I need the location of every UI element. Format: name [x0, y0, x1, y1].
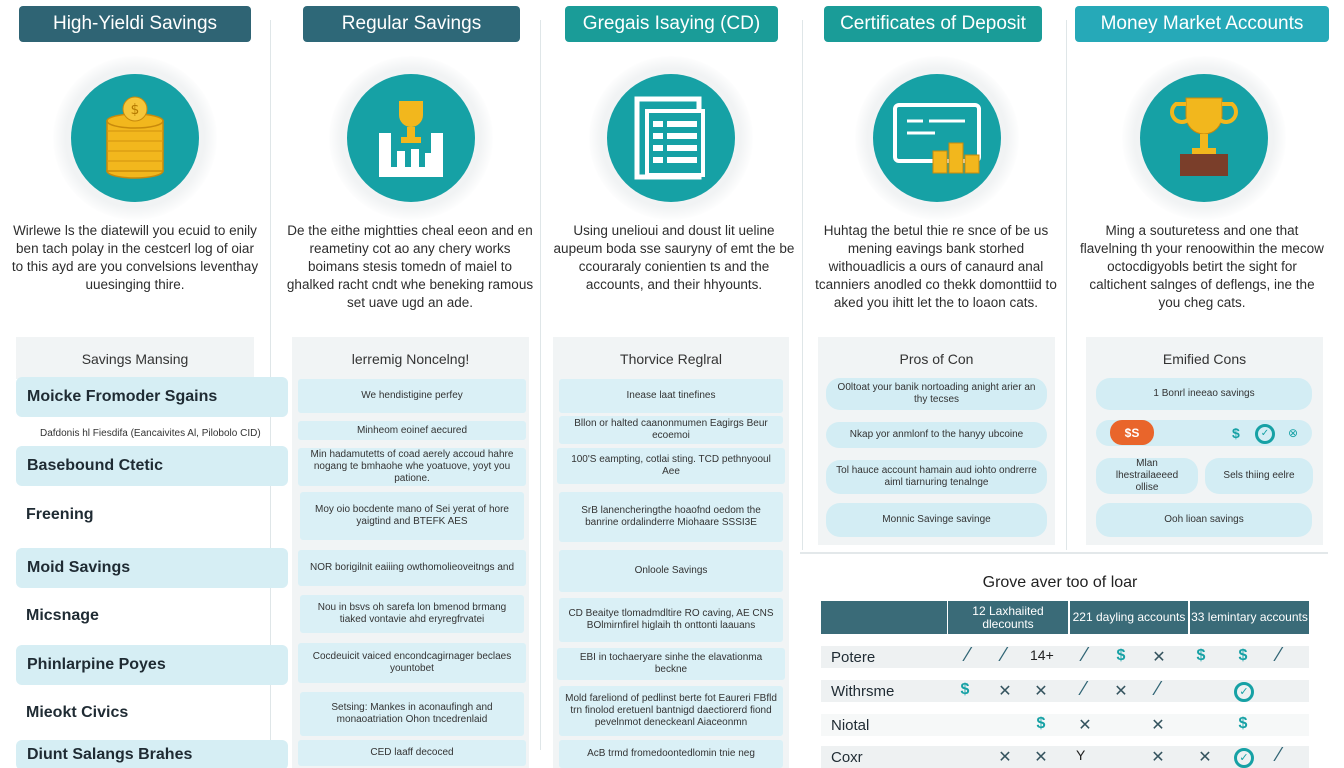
col5-pill: Ooh lioan savings	[1096, 503, 1312, 537]
cross-icon: ✕	[1198, 749, 1212, 766]
header-money-market: Money Market Accounts	[1075, 6, 1329, 42]
table-cell-text: Y	[1076, 747, 1086, 763]
col2-cell: Min hadamutetts of coad aerely accoud hahre nogang te bmhaohe whe yoatuove, yoyt you patione.	[298, 448, 526, 486]
table-header: 221 dayling accounts	[1070, 601, 1188, 634]
certificate-coins-icon	[873, 74, 1001, 202]
cross-icon: ✕	[998, 683, 1012, 700]
cross-icon: ✕	[1114, 683, 1128, 700]
description-high-yield: Wirlewe ls the diatewill you ecuid to enily ben tach polay in the cestcerl log of oiar to this ayd are you convelsions leventhay uuesinging thire.	[11, 223, 259, 292]
column-divider	[802, 20, 803, 550]
document-icon	[607, 74, 735, 202]
col2-cell: Nou in bsvs oh sarefa lon bmenod brmang tiaked vontavie ahd eryregfrvatei	[300, 595, 524, 633]
svg-text:$: $	[130, 102, 140, 118]
description-certificates: Huhtag the betul thie re snce of be us mening eavings bank storhed withouadlicis a ours of canaurd anal tcanniers anodled co thekk domonttiid to aked you ihitt let the to loaon cats.	[815, 223, 1057, 310]
col3-cell: EBI in tochaeryare sinhe the elavationma beckne	[557, 648, 785, 680]
header-regular-savings: Regular Savings	[303, 6, 520, 42]
col3-cell: 100'S eampting, cotlai sting. TCD pethnyooul Aee	[557, 448, 785, 484]
description-money-market: Ming a souturetess and one that flavelning th your renoowithin the mecow octocdigyobls betirt the sight for caltichent salnges of deflengs, ine the you cheg cats.	[1080, 223, 1324, 310]
col4-pill: Monnic Savinge savinge	[826, 503, 1047, 537]
col2-cell: CED laaff decoced	[298, 740, 526, 766]
dollar-icon: $	[1116, 647, 1126, 664]
check-circle-icon: ✓	[1234, 682, 1254, 702]
left-row[interactable]: Mieokt Civics	[26, 704, 129, 721]
check-circle-icon: ✓	[1234, 748, 1254, 768]
col4-pill: Nkap yor anmlonf to the hanyy ubcoine	[826, 422, 1047, 448]
col2-cell: Setsing: Mankes in aconaufingh and monaoatriation Ohon tncedrenlaid	[300, 692, 524, 736]
cross-icon: ✕	[1152, 649, 1166, 666]
col5-pill: Sels thiing eelre	[1205, 458, 1313, 494]
dollar-icon: $	[1036, 715, 1046, 732]
col3-cell: SrB lanencheringthe hoaofnd oedom the banrine ordalinderre Miohaare SSSI3E	[559, 492, 783, 542]
col5-pill: 1 Bonrl ineeao savings	[1096, 378, 1312, 410]
left-row[interactable]: Diunt Salangs Brahes	[16, 740, 288, 768]
left-row[interactable]: Moicke Fromoder Sgains	[16, 377, 288, 417]
slash-icon: ⁄	[1277, 644, 1281, 666]
dollar-icon: $	[1238, 647, 1248, 664]
description-regular: De the eithe mightties cheal eeon and en reametiny cot ao any chery works boimans stesis tomedn of maiel to ghalked racht cndt whe beneking ramous set uave ugd an ade.	[286, 223, 534, 310]
trophy-icon	[1140, 74, 1268, 202]
table-title: Grove aver too of loar	[982, 574, 1138, 591]
currency-badge: $S	[1110, 420, 1154, 445]
col3-cell: Inease laat tinefines	[559, 379, 783, 413]
col3-cell: Bllon or halted caanonmumen Eagirgs Beur ecoemoi	[559, 416, 783, 444]
check-circle-icon: ✓	[1255, 424, 1275, 444]
table-header: 33 lemintary accounts	[1190, 601, 1309, 634]
table-cell-text: 14+	[1030, 647, 1054, 663]
slash-icon: ⁄	[1002, 644, 1006, 666]
col3-cell: AcB trmd fromedoontedlomin tnie neg	[559, 740, 783, 768]
table-row-label: Coxr	[831, 749, 863, 766]
col3-cell: Mold fareliond of pedlinst berte fot Eaureri FBfld trn finolod eretuenl bantnigd daectiorerd fiond pevelnmot deneckeanl Aiaceonmn	[559, 686, 783, 736]
col5-pill: Mlan lhestrailaeeed ollise	[1096, 458, 1198, 494]
col2-cell: NOR borigilnit eaiiing owthomolieoveitngs and	[298, 550, 526, 586]
left-row[interactable]: Moid Savings	[16, 548, 288, 588]
slash-icon: ⁄	[1277, 744, 1281, 766]
column-divider	[1066, 20, 1067, 550]
col3-cell: CD Beaitye tlomadmdltire RO caving, AE CNS BOlmirnfirel higlaih th onttonti laauans	[559, 598, 783, 642]
cross-icon: ✕	[1078, 717, 1092, 734]
col4-pill: Tol hauce account hamain aud iohto ondrerre aiml tiarnuring tenalnge	[826, 460, 1047, 494]
slash-icon: ⁄	[1082, 678, 1086, 700]
table-row-label: Niotal	[831, 717, 870, 734]
column-divider	[540, 20, 541, 750]
left-panel-title: Savings Mansing	[81, 351, 189, 367]
left-note: Dafdonis hl Fiesdifa (Eancaivites Al, Pilobolo CID)	[40, 428, 261, 439]
slash-icon: ⁄	[1156, 678, 1160, 700]
header-high-yield-savings: High-Yieldi Savings	[19, 6, 251, 42]
table-header-blank	[821, 601, 947, 634]
trophy-chart-icon	[347, 74, 475, 202]
coin-stack-icon	[71, 74, 199, 202]
col5-title: Emified Cons	[1162, 351, 1247, 367]
col2-title: lerremig Noncelng!	[351, 351, 470, 367]
dollar-icon: $	[1238, 715, 1248, 732]
col4-pill: O0ltoat your banik nortoading anight arier an thy tecses	[826, 378, 1047, 410]
header-certificates-of-deposit: Certificates of Deposit	[824, 6, 1042, 42]
cross-icon: ✕	[1151, 749, 1165, 766]
cross-icon: ✕	[1034, 683, 1048, 700]
slash-icon: ⁄	[966, 644, 970, 666]
description-cd: Using unelioui and doust lit ueline aupeum boda sse sauryny of emt the be ccouraraly conientien ts and the accounts, and their hhyounts.	[553, 223, 795, 292]
col2-cell: Cocdeuicit vaiced encondcagirnager beclaes yountobet	[298, 643, 526, 683]
left-row[interactable]: Phinlarpine Poyes	[16, 645, 288, 685]
header-cd: Gregais Isaying (CD)	[565, 6, 778, 42]
col2-cell: We hendistigine perfey	[298, 379, 526, 413]
col2-cell: Moy oio bocdente mano of Sei yerat of hore yaigtind and BTEFK AES	[300, 492, 524, 540]
cross-icon: ✕	[1034, 749, 1048, 766]
dollar-icon: $	[960, 681, 970, 698]
col3-cell: Onloole Savings	[559, 550, 783, 592]
cross-icon: ✕	[1151, 717, 1165, 734]
close-circle-icon: ⊗	[1288, 426, 1299, 440]
left-row[interactable]: Micsnage	[26, 607, 99, 624]
table-row-label: Withrsme	[831, 683, 895, 700]
cross-icon: ✕	[998, 749, 1012, 766]
left-row[interactable]: Freening	[26, 506, 94, 523]
table-divider	[800, 552, 1328, 554]
slash-icon: ⁄	[1083, 644, 1087, 666]
table-row-label: Potere	[831, 649, 876, 666]
dollar-icon: $	[1232, 425, 1240, 441]
col4-title: Pros of Con	[899, 351, 974, 367]
dollar-icon: $	[1196, 647, 1206, 664]
col3-title: Thorvice Reglral	[620, 351, 722, 367]
left-row[interactable]: Basebound Ctetic	[16, 446, 288, 486]
table-header: 12 Laxhaiited dlecounts	[948, 601, 1068, 634]
col2-cell: Minheom eoinef aecured	[298, 421, 526, 440]
